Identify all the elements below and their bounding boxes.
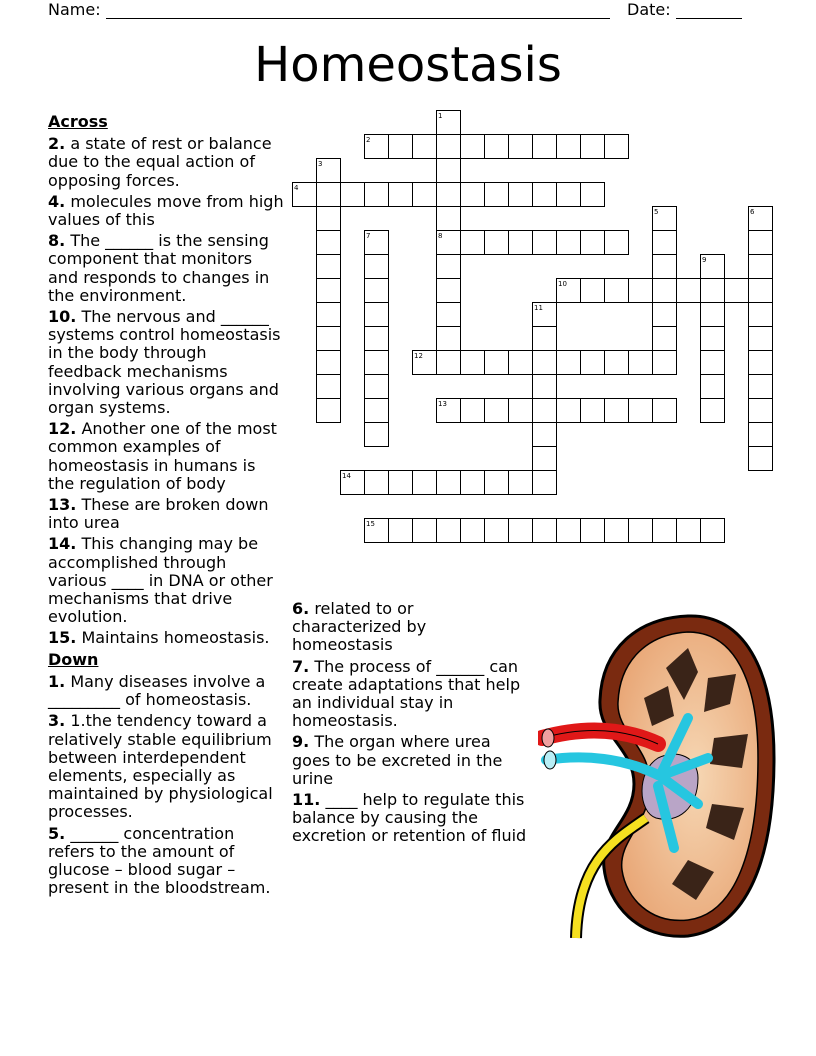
crossword-cell[interactable]: [701, 279, 725, 303]
crossword-cell[interactable]: [653, 279, 677, 303]
crossword-cell[interactable]: [749, 399, 773, 423]
crossword-cell[interactable]: [509, 183, 533, 207]
crossword-cell[interactable]: [413, 471, 437, 495]
crossword-cell[interactable]: [509, 231, 533, 255]
down-heading: Down: [48, 649, 99, 669]
cell-number: 7: [366, 232, 371, 240]
clue-number: 1.: [48, 671, 66, 691]
cell-number: 3: [318, 160, 323, 168]
crossword-cell[interactable]: [557, 135, 581, 159]
clue-text: molecules move from high values of this: [48, 191, 284, 230]
crossword-cell[interactable]: [533, 327, 557, 351]
clue-text: These are broken down into urea: [48, 495, 269, 533]
crossword-cell[interactable]: [437, 231, 461, 255]
clue-number: 12.: [48, 419, 77, 439]
crossword-cell[interactable]: [701, 327, 725, 351]
cell-number: 5: [654, 208, 659, 216]
crossword-cell[interactable]: [581, 231, 605, 255]
clue-text: Maintains homeostasis.: [81, 628, 270, 648]
page-title: Homeostasis: [254, 37, 562, 93]
clue-number: 13.: [48, 495, 77, 515]
crossword-cell[interactable]: [509, 135, 533, 159]
name-label: Name:: [48, 0, 101, 19]
crossword-cell[interactable]: [365, 327, 389, 351]
crossword-cell[interactable]: [533, 183, 557, 207]
down-clue: [292, 733, 528, 788]
crossword-cell[interactable]: [557, 519, 581, 543]
across-clue: [48, 535, 284, 626]
crossword-cell[interactable]: [629, 399, 653, 423]
crossword-cell[interactable]: [653, 351, 677, 375]
crossword-cell[interactable]: [701, 375, 725, 399]
crossword-cell[interactable]: [701, 399, 725, 423]
crossword-cell[interactable]: [437, 327, 461, 351]
crossword-cell[interactable]: [413, 351, 437, 375]
crossword-cell[interactable]: [413, 135, 437, 159]
clue-text: 1.the tendency toward a relatively stable equilibrium between interdependent elements, especially as maintained by physiological processes.: [48, 711, 273, 822]
crossword-cell[interactable]: [653, 255, 677, 279]
crossword-cell[interactable]: [365, 519, 389, 543]
crossword-cell[interactable]: [749, 375, 773, 399]
crossword-cell[interactable]: [413, 519, 437, 543]
clues-column-left: [48, 113, 284, 900]
across-clue: [48, 308, 284, 417]
cell-number: 13: [438, 400, 447, 408]
crossword-cell[interactable]: [605, 351, 629, 375]
crossword-cell[interactable]: [581, 183, 605, 207]
crossword-cell[interactable]: [461, 399, 485, 423]
clue-number: 2.: [48, 134, 66, 154]
crossword-cell[interactable]: [749, 255, 773, 279]
crossword-cell[interactable]: [317, 399, 341, 423]
crossword-cell[interactable]: [749, 303, 773, 327]
name-field[interactable]: [48, 0, 610, 19]
crossword-cell[interactable]: [749, 351, 773, 375]
crossword-cell[interactable]: [509, 519, 533, 543]
clue-text: The nervous and ______ systems control homeostasis in the body through feedback mechanisms involving various organs and organ systems.: [48, 307, 281, 418]
crossword-cell[interactable]: [581, 399, 605, 423]
crossword-cell[interactable]: [317, 303, 341, 327]
crossword-cell[interactable]: [581, 519, 605, 543]
crossword-cell[interactable]: [437, 207, 461, 231]
cell-number: 4: [294, 184, 299, 192]
crossword-cell[interactable]: [413, 183, 437, 207]
clue-number: 9.: [292, 732, 310, 752]
crossword-cell[interactable]: [749, 207, 773, 231]
crossword-cell[interactable]: [365, 279, 389, 303]
cell-number: 8: [438, 232, 443, 240]
crossword-cell[interactable]: [365, 423, 389, 447]
clue-text: The process of ______ can create adaptations that help an individual stay in homeostasis.: [292, 656, 521, 731]
crossword-cell[interactable]: [629, 279, 653, 303]
clue-number: 15.: [48, 628, 77, 648]
crossword-cell[interactable]: [581, 279, 605, 303]
crossword-cell[interactable]: [629, 519, 653, 543]
crossword-cell[interactable]: [677, 519, 701, 543]
clue-number: 11.: [292, 790, 321, 810]
crossword-cell[interactable]: [437, 255, 461, 279]
clue-number: 3.: [48, 711, 66, 731]
down-clue: [48, 825, 284, 898]
down-clue: [48, 673, 284, 709]
crossword-cell[interactable]: [605, 135, 629, 159]
crossword-cell[interactable]: [701, 351, 725, 375]
crossword-cell[interactable]: [365, 231, 389, 255]
clue-number: 10.: [48, 307, 77, 327]
cell-number: 14: [342, 472, 351, 480]
crossword-cell[interactable]: [365, 399, 389, 423]
cell-number: 6: [750, 208, 755, 216]
clue-text: The ______ is the sensing component that monitors and responds to changes in the environment.: [48, 231, 270, 305]
clue-number: 4.: [48, 191, 66, 211]
date-label: Date:: [627, 0, 671, 19]
crossword-cell[interactable]: [317, 207, 341, 231]
crossword-cell[interactable]: [653, 519, 677, 543]
cell-number: 9: [702, 256, 707, 264]
crossword-cell[interactable]: [341, 471, 365, 495]
clue-text: Another one of the most common examples of homeostasis in humans is the regulation of body: [48, 419, 277, 493]
crossword-cell[interactable]: [749, 423, 773, 447]
crossword-cell[interactable]: [653, 231, 677, 255]
crossword-cell[interactable]: [461, 351, 485, 375]
crossword-cell[interactable]: [485, 231, 509, 255]
crossword-cell[interactable]: [653, 303, 677, 327]
crossword-cell[interactable]: [437, 159, 461, 183]
crossword-cell[interactable]: [365, 303, 389, 327]
crossword-cell[interactable]: [653, 327, 677, 351]
crossword-cell[interactable]: [293, 183, 317, 207]
crossword-cell[interactable]: [533, 447, 557, 471]
crossword-cell[interactable]: [461, 231, 485, 255]
crossword-cell[interactable]: [389, 135, 413, 159]
crossword-cell[interactable]: [605, 231, 629, 255]
crossword-cell[interactable]: [317, 351, 341, 375]
clue-text: related to or characterized by homeostasis: [292, 599, 427, 655]
clue-number: 5.: [48, 823, 66, 843]
clue-text: ______ concentration refers to the amount of glucose – blood sugar – present in the bloodstream.: [48, 823, 271, 898]
crossword-cell[interactable]: [437, 135, 461, 159]
crossword-cell[interactable]: [749, 327, 773, 351]
clue-text: a state of rest or balance due to the equal action of opposing forces.: [48, 134, 272, 190]
crossword-cell[interactable]: [533, 423, 557, 447]
crossword-cell[interactable]: [557, 183, 581, 207]
crossword-cell[interactable]: [605, 279, 629, 303]
crossword-cell[interactable]: [509, 471, 533, 495]
crossword-cell[interactable]: [605, 399, 629, 423]
crossword-cell[interactable]: [557, 279, 581, 303]
crossword-cell[interactable]: [317, 327, 341, 351]
crossword-cell[interactable]: [485, 183, 509, 207]
across-clue-list: [48, 135, 284, 647]
crossword-cell[interactable]: [749, 447, 773, 471]
clue-number: 8.: [48, 231, 66, 251]
crossword-cell[interactable]: [437, 279, 461, 303]
crossword-cell[interactable]: [317, 375, 341, 399]
down-clue-list-right: [292, 600, 528, 846]
crossword-cell[interactable]: [653, 207, 677, 231]
clues-column-right: [292, 600, 528, 849]
cell-number: 15: [366, 520, 375, 528]
across-clue: [48, 420, 284, 493]
crossword-cell[interactable]: [485, 135, 509, 159]
crossword-cell[interactable]: [437, 519, 461, 543]
cell-number: 12: [414, 352, 423, 360]
crossword-cell[interactable]: [749, 279, 773, 303]
crossword-cell[interactable]: [749, 231, 773, 255]
clue-number: 14.: [48, 534, 77, 554]
crossword-cell[interactable]: [581, 351, 605, 375]
crossword-cell[interactable]: [461, 519, 485, 543]
crossword-cell[interactable]: [725, 279, 749, 303]
down-clue: [292, 658, 528, 731]
crossword-cell[interactable]: [317, 279, 341, 303]
cell-number: 11: [534, 304, 543, 312]
across-heading: Across: [48, 112, 108, 131]
crossword-cell[interactable]: [365, 183, 389, 207]
clue-text: This changing may be accomplished through various ____ in DNA or other mechanisms that drive evolution.: [48, 534, 273, 627]
crossword-cell[interactable]: [365, 471, 389, 495]
crossword-cell[interactable]: [509, 399, 533, 423]
crossword-cell[interactable]: [605, 519, 629, 543]
date-field[interactable]: [627, 0, 742, 19]
date-line: [676, 4, 742, 19]
down-clue: [292, 600, 528, 655]
across-clue: [48, 232, 284, 305]
cell-number: 2: [366, 136, 371, 144]
across-clue: [48, 496, 284, 532]
crossword-cell[interactable]: [437, 303, 461, 327]
crossword-cell[interactable]: [629, 351, 653, 375]
crossword-cell[interactable]: [509, 351, 533, 375]
crossword-cell[interactable]: [557, 231, 581, 255]
cell-number: 1: [438, 112, 443, 120]
crossword-cell[interactable]: [485, 399, 509, 423]
crossword-cell[interactable]: [365, 255, 389, 279]
across-clue: [48, 135, 284, 190]
crossword-cell[interactable]: [701, 519, 725, 543]
crossword-cell[interactable]: [581, 135, 605, 159]
crossword-cell[interactable]: [317, 255, 341, 279]
crossword-cell[interactable]: [317, 231, 341, 255]
crossword-cell[interactable]: [317, 159, 341, 183]
clue-number: 7.: [292, 656, 310, 676]
crossword-cell[interactable]: [437, 399, 461, 423]
clue-number: 6.: [292, 599, 310, 618]
crossword-cell[interactable]: [461, 135, 485, 159]
clue-text: Many diseases involve a _________ of homeostasis.: [48, 671, 266, 710]
crossword-cell[interactable]: [701, 303, 725, 327]
crossword-cell[interactable]: [485, 351, 509, 375]
crossword-cell[interactable]: [389, 519, 413, 543]
crossword-cell[interactable]: [533, 303, 557, 327]
crossword-cell[interactable]: [557, 399, 581, 423]
across-clue: [48, 193, 284, 229]
clue-text: ____ help to regulate this balance by causing the excretion or retention of fluid: [292, 790, 527, 846]
down-clue: [292, 791, 528, 846]
crossword-cell[interactable]: [437, 111, 461, 135]
crossword-cell[interactable]: [677, 279, 701, 303]
crossword-cell[interactable]: [533, 471, 557, 495]
crossword-cell[interactable]: [437, 183, 461, 207]
crossword-cell[interactable]: [437, 351, 461, 375]
crossword-cell[interactable]: [461, 183, 485, 207]
down-clue-list-left: [48, 673, 284, 897]
crossword-cell[interactable]: [461, 471, 485, 495]
crossword-cell[interactable]: [485, 471, 509, 495]
crossword-cell[interactable]: [557, 351, 581, 375]
across-clue: [48, 629, 284, 647]
clue-text: The organ where urea goes to be excreted in the urine: [292, 732, 503, 788]
cell-number: 10: [558, 280, 567, 288]
crossword-cell[interactable]: [389, 183, 413, 207]
down-clue: [48, 712, 284, 821]
crossword-cell[interactable]: [341, 183, 365, 207]
crossword-cell[interactable]: [317, 183, 341, 207]
crossword-cell[interactable]: [485, 519, 509, 543]
crossword-cell[interactable]: [701, 255, 725, 279]
crossword-cell[interactable]: [533, 231, 557, 255]
kidney-illustration-icon: [538, 608, 778, 940]
crossword-cell[interactable]: [365, 351, 389, 375]
crossword-cell[interactable]: [533, 519, 557, 543]
crossword-cell[interactable]: [533, 351, 557, 375]
crossword-cell[interactable]: [389, 471, 413, 495]
crossword-cell[interactable]: [533, 135, 557, 159]
name-line: [106, 4, 610, 19]
crossword-cell[interactable]: [437, 471, 461, 495]
crossword-cell[interactable]: [533, 399, 557, 423]
crossword-cell[interactable]: [365, 375, 389, 399]
crossword-cell[interactable]: [365, 135, 389, 159]
crossword-cell[interactable]: [653, 399, 677, 423]
crossword-cell[interactable]: [533, 375, 557, 399]
